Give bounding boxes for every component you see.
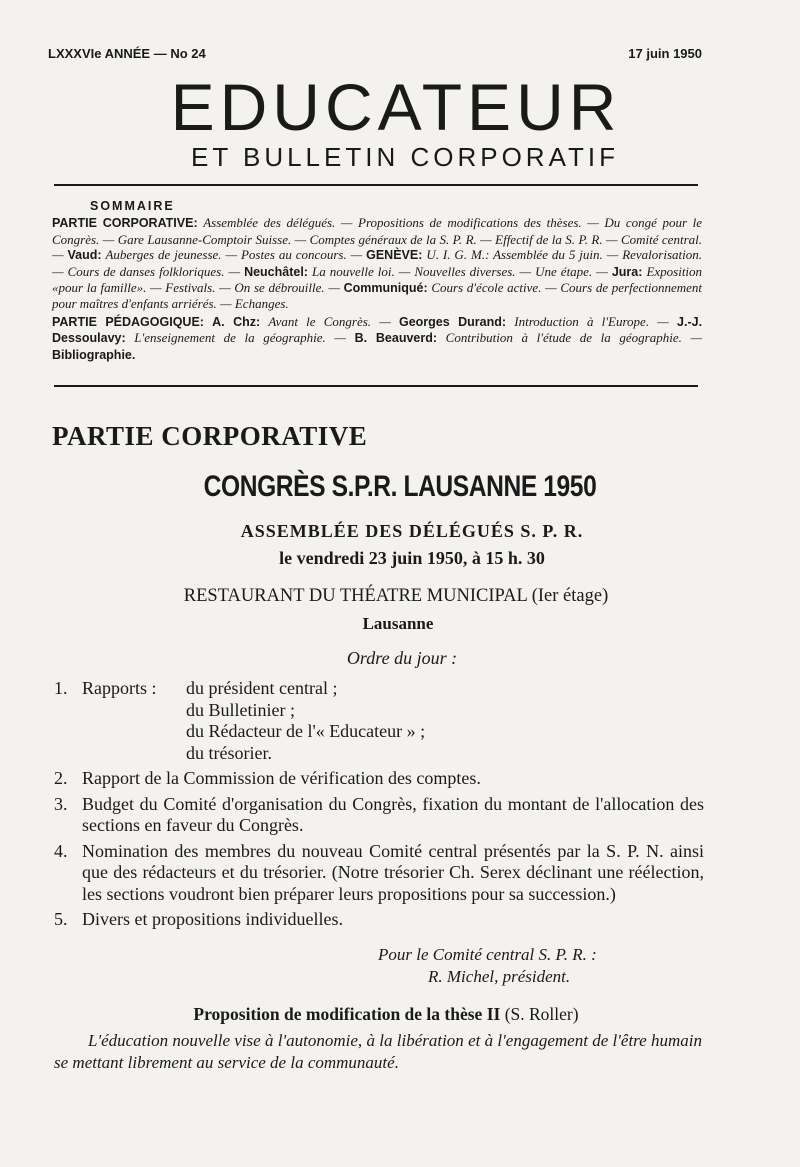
- headline: CONGRÈS S.P.R. LAUSANNE 1950: [203, 470, 597, 503]
- sommaire-corporative: [52, 215, 702, 311]
- corporative-label: PARTIE CORPORATIVE:: [52, 216, 198, 231]
- issue-line: [48, 46, 702, 64]
- issue-date: 17 juin 1950: [628, 46, 702, 61]
- agenda-item: [54, 678, 704, 764]
- masthead-title: EDUCATEUR: [170, 70, 622, 144]
- proposition-heading: [0, 1004, 786, 1025]
- author-2: Georges Durand:: [399, 314, 507, 329]
- these-text: L'éducation nouvelle vise à l'autonomie, à la libération et à l'engagement de l'être humain se mettant librement au service de la communauté.: [54, 1031, 702, 1072]
- agenda-text: Nomination des membres du nouveau Comité central présentés par la S. P. N. ainsi que des rédacteurs et du trésorier. (Notre trésorier Ch. Serex déclinant une réélection, les sections voudront bien préparer leurs propositions pour sa succession.): [82, 840, 704, 904]
- author-3: J.-J. Dessoulavy:: [52, 314, 703, 346]
- masthead-subtitle: ET BULLETIN CORPORATIF: [191, 142, 619, 172]
- agenda-text: Rapport de la Commission de vérification des comptes.: [82, 768, 481, 788]
- corporative-text-3: U. I. G. M.: Assemblée du 5 juin. — Revalorisation. — Cours de danses folkloriques. —: [52, 247, 702, 279]
- agenda-text: Divers et propositions individuelles.: [82, 909, 343, 929]
- agenda-number: 2.: [54, 768, 68, 788]
- agenda-text: Budget du Comité d'organisation du Congrès, fixation du montant de l'allocation des sections en faveur du Congrès.: [82, 793, 704, 835]
- rapport-tresorier: du trésorier.: [186, 742, 272, 763]
- bibliographie: Bibliographie.: [52, 347, 136, 362]
- issue-number: LXXXVIe ANNÉE — No 24: [48, 46, 206, 61]
- top-divider: [54, 184, 698, 186]
- article-title-3: L'enseignement de la géographie. —: [134, 330, 346, 346]
- article-title-1: Avant le Congrès. —: [268, 313, 391, 329]
- author-1: A. Chz:: [212, 314, 261, 329]
- meeting-date: le vendredi 23 juin 1950, à 15 h. 30: [279, 548, 545, 568]
- proposition-author: (S. Roller): [504, 1004, 579, 1024]
- article-title-2: Introduction à l'Europe. —: [514, 313, 669, 329]
- article-title-4: Contribution à l'étude de la géographie. —: [445, 330, 703, 346]
- meeting-city: Lausanne: [362, 614, 434, 633]
- region-communique: Communiqué:: [343, 281, 428, 296]
- corporative-text-1: Assemblée des délégués. — Propositions de modifications des thèses. — Du congé pour le Congrès. — Gare Lausanne-Comptoir Suisse. — Comptes généraux de la S. P. R. — Effectif de la S. P. R. — Comité central. —: [52, 215, 702, 263]
- corporative-text-4: La nouvelle loi. — Nouvelles diverses. — Une étape. —: [312, 263, 608, 279]
- agenda-item: [54, 841, 704, 906]
- assemblee-heading: ASSEMBLÉE DES DÉLÉGUÉS S. P. R.: [240, 521, 584, 541]
- agenda-item: [54, 794, 704, 837]
- rapport-president: du président central ;: [186, 678, 338, 698]
- agenda-number: 1.: [54, 678, 68, 698]
- agenda-number: 4.: [54, 840, 68, 861]
- agenda-item: [54, 909, 704, 931]
- corporative-text-5: Exposition «pour la famille». — Festivals. — On se débrouille. —: [52, 263, 703, 296]
- agenda-list: [54, 678, 704, 935]
- masthead: [0, 70, 800, 172]
- rapport-redacteur: du Rédacteur de l'« Educateur » ;: [186, 721, 426, 741]
- table-of-contents: [52, 199, 702, 363]
- region-vaud: Vaud:: [67, 248, 102, 263]
- agenda-number: 5.: [54, 909, 68, 929]
- agenda-rapports-label: Rapports :: [82, 678, 157, 698]
- agenda-rapports-list: [186, 678, 425, 764]
- corporative-text-6: Cours d'école active. — Cours de perfectionnement pour maîtres d'enfants arriérés. — Echanges.: [52, 280, 703, 312]
- corporative-text-2: Auberges de jeunesse. — Postes au concours. —: [105, 247, 363, 263]
- signature-line-2: R. Michel, président.: [428, 967, 571, 986]
- meeting-venue: RESTAURANT DU THÉATRE MUNICIPAL (Ier étage): [183, 586, 609, 606]
- sommaire-pedagogique: [52, 314, 702, 363]
- author-4: B. Beauverd:: [354, 331, 438, 346]
- proposition-title: Proposition de modification de la thèse II: [193, 1004, 501, 1024]
- pedagogique-label: PARTIE PÉDAGOGIQUE:: [52, 314, 204, 329]
- agenda-number: 3.: [54, 793, 68, 814]
- rapport-bulletinier: du Bulletinier ;: [186, 699, 295, 720]
- region-jura: Jura:: [611, 264, 643, 279]
- agenda-item: [54, 768, 704, 790]
- region-geneve: GENÈVE:: [366, 248, 423, 263]
- sommaire-heading: SOMMAIRE: [90, 199, 175, 213]
- signature-line-1: Pour le Comité central S. P. R. :: [378, 945, 597, 964]
- region-neuchatel: Neuchâtel:: [244, 264, 308, 279]
- bottom-divider: [54, 385, 698, 387]
- section-title: PARTIE CORPORATIVE: [52, 421, 368, 451]
- agenda-heading: Ordre du jour :: [346, 648, 458, 668]
